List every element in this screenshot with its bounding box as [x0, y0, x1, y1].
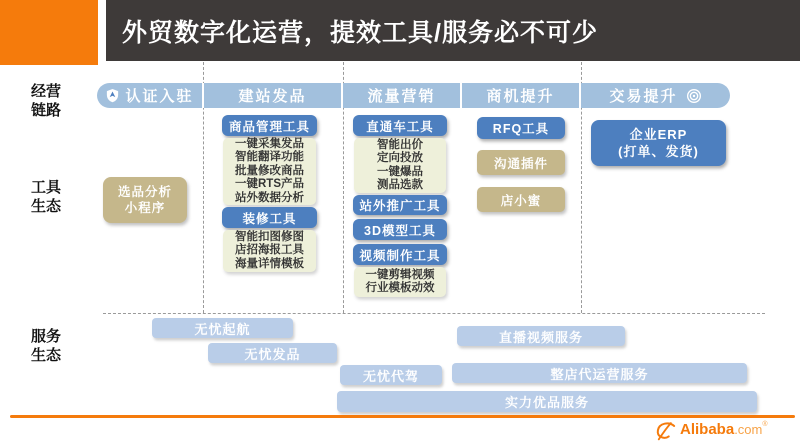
communication-plugin-box: 沟通插件 — [477, 150, 565, 175]
row-divider-dashed — [103, 313, 765, 314]
accent-orange-block — [0, 0, 98, 65]
service-bar-wuyou-fapin: 无忧发品 — [208, 343, 337, 363]
logo-suffix-text: .com — [734, 422, 763, 437]
chain-step-label: 建站发品 — [238, 88, 307, 105]
miniapp-product-analysis-box: 选品分析 小程序 — [103, 177, 187, 223]
zhitongche-feature-list: 智能出价 定向投放 一键爆品 测品选款 — [354, 138, 446, 193]
service-bar-live-video: 直播视频服务 — [457, 326, 625, 346]
chain-step-traffic — [343, 83, 462, 108]
service-bar-wuyou-qihang: 无忧起航 — [152, 318, 293, 338]
rfq-tool-button: RFQ工具 — [477, 117, 565, 139]
chain-step-label: 流量营销 — [367, 88, 436, 105]
chain-step-label: 商机提升 — [486, 88, 555, 105]
service-bar-store-operation: 整店代运营服务 — [452, 363, 747, 383]
chain-step-label: 交易提升 — [609, 88, 678, 105]
row-label-tools: 工具 生态 — [30, 179, 61, 215]
offsite-promotion-tool-button: 站外推广工具 — [353, 195, 447, 215]
logo-brand-text: Alibaba — [680, 421, 735, 438]
product-management-feature-list: 一键采集发品 智能翻译功能 批量修改商品 一键RTS产品 站外数据分析 — [223, 138, 316, 205]
video-production-tool-button: 视频制作工具 — [353, 244, 447, 265]
enterprise-erp-box: 企业ERP (打单、发货) — [591, 120, 726, 166]
alibaba-logo — [652, 420, 768, 442]
chain-step-listing — [204, 83, 343, 108]
decoration-feature-list: 智能扣图修图 店招海报工具 海量详情模板 — [223, 230, 316, 272]
title-bar — [106, 0, 800, 61]
logo-registered-mark: ® — [762, 421, 768, 428]
row-label-services: 服务 生态 — [30, 328, 61, 364]
video-feature-list: 一键剪辑视频 行业模板动效 — [354, 267, 446, 297]
3d-model-tool-button: 3D模型工具 — [353, 219, 447, 240]
row-label-chain: 经营 链路 — [30, 83, 61, 119]
dianxiaomi-box: 店小蜜 — [477, 187, 565, 212]
chain-step-label: 认证入驻 — [125, 88, 194, 105]
product-management-tool-button: 商品管理工具 — [222, 115, 317, 136]
page-title: 外贸数字化运营，提效工具/服务必不可少 — [122, 18, 598, 47]
chain-step-onboarding — [97, 83, 204, 108]
alibaba-mark-icon — [652, 420, 680, 444]
chain-step-leads — [462, 83, 581, 108]
zhitongche-tool-button: 直通车工具 — [353, 115, 447, 136]
chain-step-transaction — [581, 83, 730, 108]
business-chain-bar — [97, 83, 730, 108]
footer-rule — [10, 415, 795, 418]
shield-arrow-icon — [105, 88, 120, 103]
service-bar-quality-products: 实力优品服务 — [337, 391, 757, 412]
decoration-tool-button: 装修工具 — [222, 207, 317, 228]
target-icon — [686, 88, 702, 104]
service-bar-wuyou-daijia: 无忧代驾 — [340, 365, 442, 385]
